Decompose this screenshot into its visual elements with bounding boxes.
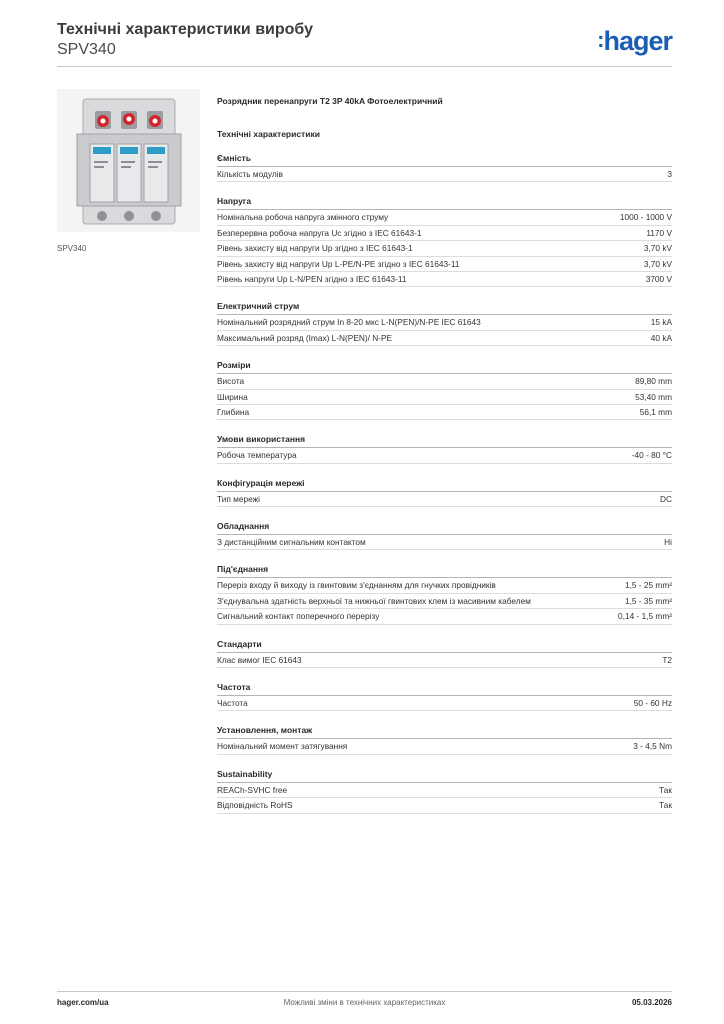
image-caption: SPV340 bbox=[57, 244, 87, 253]
spec-value: 3 - 4,5 Nm bbox=[633, 741, 672, 752]
product-image bbox=[57, 89, 200, 232]
spec-sections bbox=[217, 153, 672, 814]
spec-row bbox=[217, 609, 672, 624]
spec-row bbox=[217, 331, 672, 346]
spec-label: З дистанційним сигнальним контактом bbox=[217, 537, 366, 548]
spec-value: -40 - 80 °C bbox=[631, 450, 672, 461]
spec-label: Частота bbox=[217, 698, 248, 709]
spec-section bbox=[217, 153, 672, 182]
spec-value: 1000 - 1000 V bbox=[619, 212, 672, 223]
spec-label: Сигнальний контакт поперечного перерізу bbox=[217, 611, 380, 622]
section-title: Розміри bbox=[217, 360, 672, 374]
spec-label: Номінальний розрядний струм In 8-20 мкс L-N(PEN)/N-PE IEC 61643 bbox=[217, 317, 481, 328]
spec-label: Рівень напруги Up L-N/PEN згідно з IEC 61643-11 bbox=[217, 273, 407, 284]
spec-row bbox=[217, 241, 672, 256]
spec-label: REACh-SVHC free bbox=[217, 784, 288, 795]
spec-section bbox=[217, 769, 672, 814]
spec-row bbox=[217, 653, 672, 668]
spec-row bbox=[217, 492, 672, 507]
spec-value: 3,70 kV bbox=[643, 258, 672, 269]
logo-mark-icon: : bbox=[597, 27, 604, 52]
spec-value: 56,1 mm bbox=[639, 406, 672, 417]
section-title: Стандарти bbox=[217, 639, 672, 653]
spec-row bbox=[217, 390, 672, 405]
spec-row bbox=[217, 226, 672, 241]
spec-value: Ні bbox=[664, 537, 672, 548]
spec-label: Висота bbox=[217, 376, 245, 387]
footer-disclaimer: Можливі зміни в технічних характеристиках bbox=[283, 998, 446, 1007]
spec-value: 3,70 kV bbox=[643, 243, 672, 254]
spec-label: Максимальний розряд (Imax) L-N(PEN)/ N-PE bbox=[217, 332, 393, 343]
spec-row bbox=[217, 578, 672, 593]
spec-row bbox=[217, 798, 672, 813]
spec-row bbox=[217, 405, 672, 420]
spec-section bbox=[217, 725, 672, 754]
spec-label: Номінальний момент затягування bbox=[217, 741, 348, 752]
product-name: Розрядник перенапруги Т2 3P 40kA Фотоелектричний bbox=[217, 96, 443, 106]
spec-section bbox=[217, 478, 672, 507]
section-title: Sustainability bbox=[217, 769, 672, 783]
spec-row bbox=[217, 783, 672, 798]
spec-row bbox=[217, 594, 672, 609]
spec-value: 50 - 60 Hz bbox=[633, 698, 672, 709]
footer-website-link[interactable]: hager.com/ua bbox=[57, 998, 109, 1007]
spec-value: 3 bbox=[667, 169, 672, 179]
section-title: Ємність bbox=[217, 153, 672, 167]
spec-section bbox=[217, 301, 672, 346]
spec-label: Робоча температура bbox=[217, 450, 297, 461]
spec-content bbox=[217, 96, 672, 814]
footer-divider bbox=[57, 991, 672, 992]
spec-section bbox=[217, 682, 672, 711]
document-header bbox=[57, 20, 313, 60]
section-title: Конфігурація мережі bbox=[217, 478, 672, 492]
product-code: SPV340 bbox=[57, 41, 116, 58]
spec-row bbox=[217, 374, 672, 389]
section-title: Умови використання bbox=[217, 434, 672, 448]
spec-value: 53,40 mm bbox=[635, 391, 672, 402]
spec-label: Кількість модулів bbox=[217, 169, 283, 179]
spec-row bbox=[217, 448, 672, 463]
spec-label: Номінальна робоча напруга змінного струму bbox=[217, 212, 389, 223]
spec-section bbox=[217, 564, 672, 624]
spec-value: 40 kA bbox=[650, 332, 672, 343]
spec-value: 3700 V bbox=[645, 273, 672, 284]
spec-row bbox=[217, 696, 672, 711]
section-title: Напруга bbox=[217, 196, 672, 210]
spec-row bbox=[217, 535, 672, 550]
footer-date: 05.03.2026 bbox=[631, 998, 672, 1007]
section-title: Електричний струм bbox=[217, 301, 672, 315]
spec-row bbox=[217, 272, 672, 287]
spec-row bbox=[217, 210, 672, 225]
spec-value: 89,80 mm bbox=[635, 376, 672, 387]
page-title: Технічні характеристики виробу bbox=[57, 21, 313, 38]
section-title: Установлення, монтаж bbox=[217, 725, 672, 739]
spec-label: Тип мережі bbox=[217, 493, 260, 504]
logo-text: hager bbox=[603, 26, 672, 56]
spec-label: Глибина bbox=[217, 406, 250, 417]
spec-row bbox=[217, 315, 672, 330]
spec-label: Відповідність RoHS bbox=[217, 800, 293, 811]
spec-section bbox=[217, 196, 672, 287]
spec-section bbox=[217, 360, 672, 420]
section-title: Частота bbox=[217, 682, 672, 696]
spec-value: DC bbox=[660, 493, 672, 504]
spec-label: Переріз входу й виходу із гвинтовим з'єднанням для гнучких провідників bbox=[217, 580, 496, 591]
spec-label: Рівень захисту від напруги Up згідно з IEC 61643-1 bbox=[217, 243, 413, 254]
spec-label: Рівень захисту від напруги Up L-PE/N-PE згідно з IEC 61643-11 bbox=[217, 258, 460, 269]
spec-label: З'єднувальна здатність верхньої та нижньої гвинтових клем із масивним кабелем bbox=[217, 595, 531, 606]
spec-value: Так bbox=[659, 800, 672, 811]
spec-row bbox=[217, 739, 672, 754]
spec-section bbox=[217, 521, 672, 550]
spec-label: Безперервна робоча напруга Uc згідно з IEC 61643-1 bbox=[217, 227, 422, 238]
spec-value: 1,5 - 35 mm² bbox=[624, 595, 672, 606]
spec-value: 15 kA bbox=[650, 317, 672, 328]
section-title: Під'єднання bbox=[217, 564, 672, 578]
hager-logo[interactable] bbox=[597, 26, 672, 57]
spec-row bbox=[217, 167, 672, 182]
spec-row bbox=[217, 257, 672, 272]
section-title: Обладнання bbox=[217, 521, 672, 535]
spec-label: Ширина bbox=[217, 391, 248, 402]
spec-value: Так bbox=[659, 784, 672, 795]
spec-value: 1,5 - 25 mm² bbox=[624, 580, 672, 591]
spec-section bbox=[217, 434, 672, 463]
spec-section bbox=[217, 639, 672, 668]
tech-heading: Технічні характеристики bbox=[217, 129, 320, 139]
header-divider bbox=[57, 66, 672, 67]
spec-value: 0,14 - 1,5 mm² bbox=[618, 611, 672, 622]
spec-label: Клас вимог IEC 61643 bbox=[217, 654, 302, 665]
spec-value: 1170 V bbox=[646, 227, 672, 238]
spec-value: T2 bbox=[662, 654, 672, 665]
